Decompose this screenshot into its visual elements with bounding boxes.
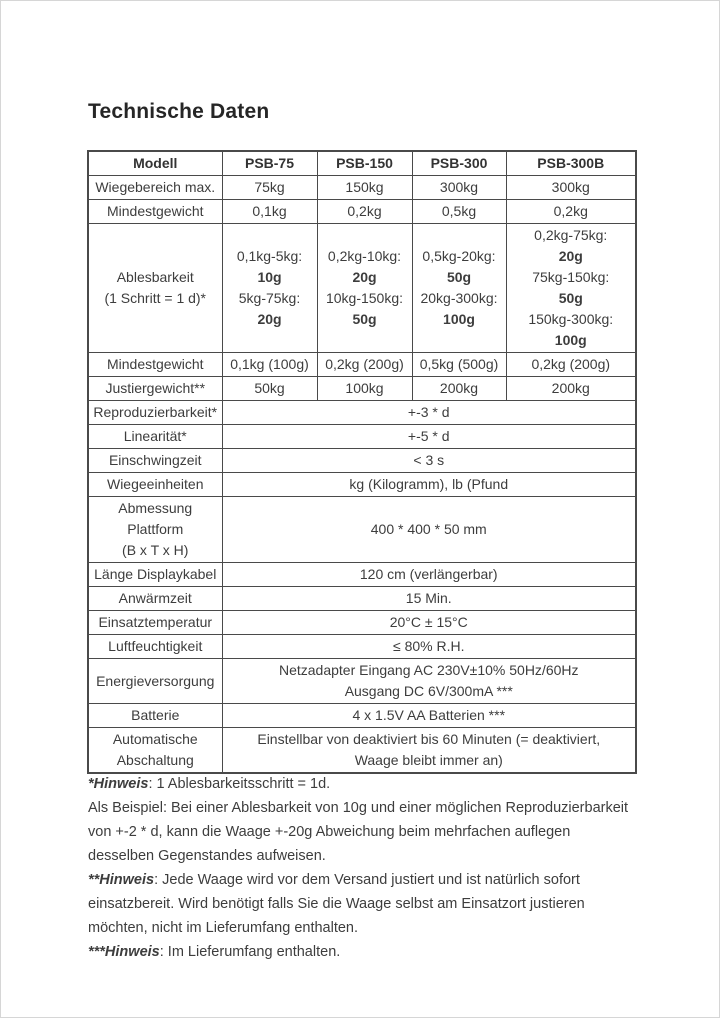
row-value-cell <box>506 353 636 377</box>
row-value-cell <box>412 176 506 200</box>
cell-line: 10g <box>257 269 282 285</box>
cell-line: Netzadapter Eingang AC 230V±10% 50Hz/60Hz <box>278 662 579 678</box>
cell-line: 0,2kg-10kg: <box>327 248 402 264</box>
table-row <box>88 635 636 659</box>
row-label-cell <box>88 728 222 774</box>
row-value-cell <box>317 353 412 377</box>
row-label-cell <box>88 401 222 425</box>
table-row <box>88 587 636 611</box>
footnote-lead: *Hinweis <box>88 776 149 792</box>
table-row <box>88 497 636 563</box>
cell-line: 20g <box>558 248 583 264</box>
row-value-cell <box>317 377 412 401</box>
row-label-cell <box>88 497 222 563</box>
cell-line: 20g <box>352 269 377 285</box>
cell-line: +-5 * d <box>407 428 450 444</box>
row-value-cell <box>412 353 506 377</box>
row-label-cell <box>88 200 222 224</box>
cell-line: 300kg <box>551 179 590 195</box>
cell-line: Automatische <box>112 731 198 747</box>
row-value-cell <box>506 377 636 401</box>
cell-line: 4 x 1.5V AA Batterien *** <box>352 707 506 723</box>
cell-line: 0,5kg (500g) <box>419 356 499 372</box>
cell-line: 15 Min. <box>405 590 452 606</box>
cell-line: < 3 s <box>413 452 445 468</box>
cell-line: Einsatztemperatur <box>98 614 213 630</box>
table-row <box>88 563 636 587</box>
cell-line: 50g <box>446 269 472 285</box>
cell-line: +-3 * d <box>407 404 450 420</box>
cell-line: Ablesbarkeit <box>116 269 194 285</box>
row-label-cell <box>88 224 222 353</box>
cell-line: Wiegeeinheiten <box>106 476 204 492</box>
cell-line: 75kg <box>254 179 285 195</box>
table-row <box>88 473 636 497</box>
row-value-cell <box>317 224 412 353</box>
cell-line: 150kg <box>345 179 384 195</box>
cell-line: 0,2kg <box>553 203 588 219</box>
row-value-cell <box>506 224 636 353</box>
row-span-value-cell <box>222 449 636 473</box>
cell-line: 0,5kg <box>441 203 477 219</box>
table-row <box>88 176 636 200</box>
cell-line: 100kg <box>345 380 384 396</box>
table-row <box>88 353 636 377</box>
row-value-cell <box>222 224 317 353</box>
cell-line: 0,1kg (100g) <box>230 356 309 372</box>
column-header-psb-300: PSB-300 <box>412 151 506 176</box>
cell-line: Batterie <box>131 707 180 723</box>
cell-line: 0,2kg <box>347 203 382 219</box>
row-label-cell <box>88 635 222 659</box>
row-value-cell <box>506 176 636 200</box>
cell-line: 0,2kg-75kg: <box>534 227 608 243</box>
cell-line: Mindestgewicht <box>107 203 204 219</box>
cell-line: Abmessung <box>118 500 193 516</box>
row-value-cell <box>412 224 506 353</box>
cell-line: Reproduzierbarkeit* <box>93 404 218 420</box>
cell-line: Plattform <box>127 521 184 537</box>
cell-line: Abschaltung <box>116 752 194 768</box>
table-row <box>88 377 636 401</box>
cell-line: 300kg <box>439 179 479 195</box>
footnote-lead: ***Hinweis <box>88 944 160 960</box>
row-label-cell <box>88 353 222 377</box>
column-header-modell: Modell <box>88 151 222 176</box>
row-label-cell <box>88 176 222 200</box>
cell-line: 0,1kg <box>252 203 287 219</box>
table-row <box>88 611 636 635</box>
row-value-cell <box>222 176 317 200</box>
row-label-cell <box>88 587 222 611</box>
cell-line: Luftfeuchtigkeit <box>108 638 203 654</box>
row-span-value-cell <box>222 728 636 774</box>
cell-line: 120 cm (verlängerbar) <box>359 566 498 582</box>
row-span-value-cell <box>222 587 636 611</box>
table-row <box>88 425 636 449</box>
cell-line: Einstellbar von deaktiviert bis 60 Minuten (= deaktiviert, <box>257 731 601 747</box>
cell-line: 100g <box>554 332 587 348</box>
row-label-cell <box>88 611 222 635</box>
cell-line: 0,1kg-5kg: <box>236 248 303 264</box>
footnote-lead: **Hinweis <box>88 872 155 888</box>
cell-line: 5kg-75kg: <box>238 290 301 306</box>
table-row <box>88 224 636 353</box>
row-value-cell <box>412 377 506 401</box>
row-label-cell <box>88 659 222 704</box>
page-title: Technische Daten <box>88 100 270 123</box>
row-label-cell <box>88 563 222 587</box>
cell-line: Mindestgewicht <box>107 356 204 372</box>
cell-line: 100g <box>443 311 475 327</box>
cell-line: 200kg <box>439 380 479 396</box>
cell-line: Linearität* <box>123 428 187 444</box>
spec-table <box>87 150 637 774</box>
row-value-cell <box>412 200 506 224</box>
cell-line: Ausgang DC 6V/300mA *** <box>344 683 513 699</box>
column-header-psb-300b: PSB-300B <box>506 151 636 176</box>
table-row <box>88 200 636 224</box>
row-span-value-cell <box>222 425 636 449</box>
cell-line: 400 * 400 * 50 mm <box>370 521 487 537</box>
cell-line: 150kg-300kg: <box>528 311 614 327</box>
cell-line: (B x T x H) <box>122 542 189 558</box>
row-label-cell <box>88 473 222 497</box>
row-span-value-cell <box>222 473 636 497</box>
cell-line: Justiergewicht** <box>105 380 206 396</box>
table-row <box>88 728 636 774</box>
cell-line: 20°C ± 15°C <box>389 614 468 630</box>
cell-line: 0,5kg-20kg: <box>422 248 496 264</box>
row-span-value-cell <box>222 635 636 659</box>
row-value-cell <box>222 353 317 377</box>
footnote-paragraph: ***Hinweis: Im Lieferumfang enthalten. <box>88 944 341 960</box>
cell-line: (1 Schritt = 1 d)* <box>104 290 207 306</box>
row-label-cell <box>88 425 222 449</box>
footnotes <box>88 772 640 964</box>
column-header-psb-150: PSB-150 <box>317 151 412 176</box>
table-row <box>88 659 636 704</box>
cell-line: 10kg-150kg: <box>325 290 404 306</box>
row-value-cell <box>222 377 317 401</box>
cell-line: 20kg-300kg: <box>420 290 498 306</box>
table-row <box>88 401 636 425</box>
row-span-value-cell <box>222 563 636 587</box>
document-page <box>1 1 719 1017</box>
table-row <box>88 449 636 473</box>
row-span-value-cell <box>222 611 636 635</box>
row-span-value-cell <box>222 497 636 563</box>
cell-line: 0,2kg (200g) <box>531 356 611 372</box>
row-value-cell <box>317 176 412 200</box>
row-label-cell <box>88 377 222 401</box>
cell-line: Anwärmzeit <box>118 590 192 606</box>
row-value-cell <box>506 200 636 224</box>
table-row <box>88 704 636 728</box>
column-header-psb-75: PSB-75 <box>222 151 317 176</box>
footnote-paragraph: *Hinweis: 1 Ablesbarkeitsschritt = 1d. <box>88 776 331 792</box>
table-body <box>88 176 636 774</box>
cell-line: 75kg-150kg: <box>532 269 610 285</box>
cell-line: 50kg <box>254 380 285 396</box>
cell-line: Länge Displaykabel <box>94 566 217 582</box>
cell-line: 50g <box>352 311 377 327</box>
row-value-cell <box>317 200 412 224</box>
cell-line: 200kg <box>551 380 590 396</box>
row-span-value-cell <box>222 401 636 425</box>
row-label-cell <box>88 449 222 473</box>
cell-line: kg (Kilogramm), lb (Pfund <box>349 476 509 492</box>
row-span-value-cell <box>222 704 636 728</box>
cell-line: Waage bleibt immer an) <box>354 752 503 768</box>
cell-line: 20g <box>257 311 282 327</box>
cell-line: 0,2kg (200g) <box>325 356 404 372</box>
table-header-row <box>88 151 636 176</box>
cell-line: 50g <box>558 290 583 306</box>
cell-line: Wiegebereich max. <box>95 179 216 195</box>
row-span-value-cell <box>222 659 636 704</box>
cell-line: Energieversorgung <box>96 672 215 689</box>
footnote-paragraph: **Hinweis: Jede Waage wird vor dem Versand justiert und ist natürlich sofort einsatzbereit. Wird benötigt falls Sie die Waage selbst am Einsatzort justieren möchten, nicht im Lieferumfang enthalten. <box>88 872 585 936</box>
row-value-cell <box>222 200 317 224</box>
cell-line: Einschwingzeit <box>108 452 202 468</box>
footnote-paragraph: Als Beispiel: Bei einer Ablesbarkeit von 10g und einer möglichen Reproduzierbarkeit von +-2 * d, kann die Waage +-20g Abweichung beim mehrfachen auflegen desselben Gegenstandes aufweisen. <box>88 800 629 864</box>
row-label-cell <box>88 704 222 728</box>
cell-line: ≤ 80% R.H. <box>393 638 465 654</box>
